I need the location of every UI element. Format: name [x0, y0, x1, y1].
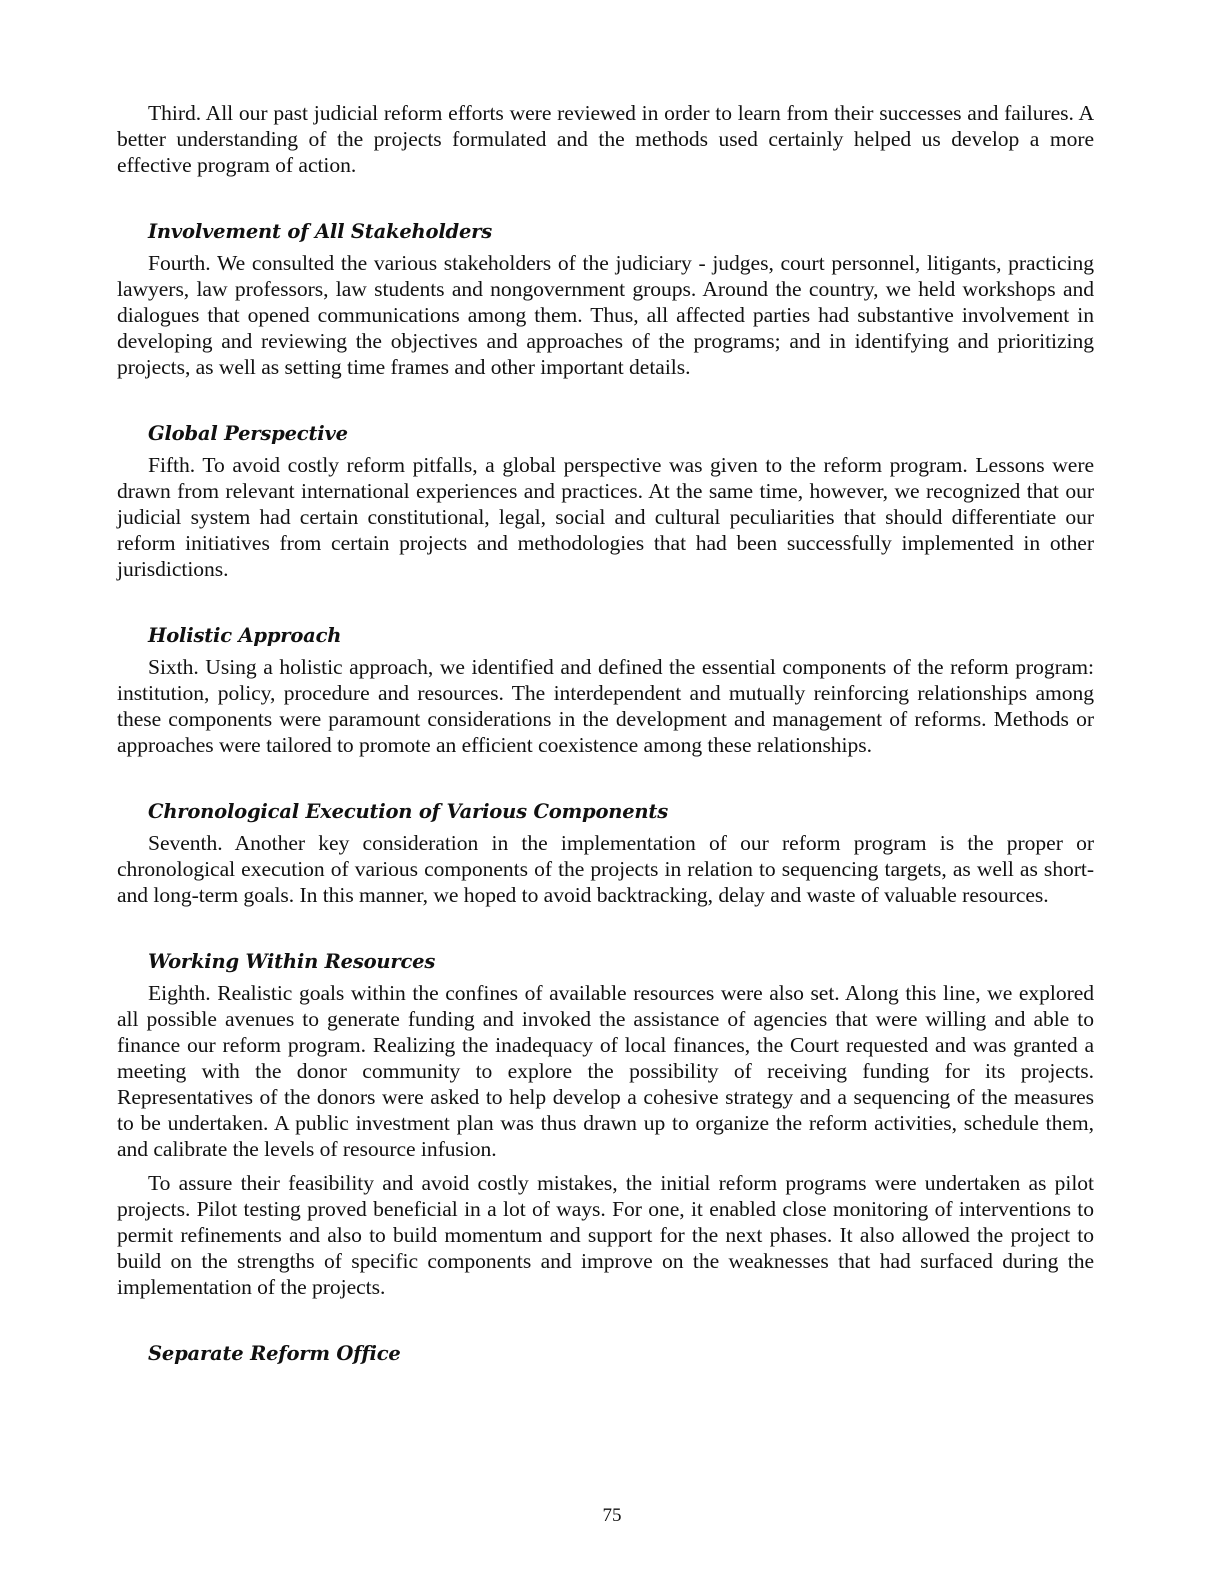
document-page [117, 100, 1094, 1372]
section-paragraph-holistic-approach: Sixth. Using a holistic approach, we identified and defined the essential components of the reform program: institution, policy, procedure and resources. The interdependent and mutually reinforcing relationships among these components were paramount considerations in the development and management of reforms. Methods or approaches were tailored to promote an efficient coexistence among these relationships. [117, 655, 1094, 757]
section-paragraph-working-within-resources-1: Eighth. Realistic goals within the confines of available resources were also set. Along this line, we explored all possible avenues to generate funding and invoked the assistance of agencies that were willing and able to finance our reform program. Realizing the inadequacy of local finances, the Court requested and was granted a meeting with the donor community to explore the possibility of receiving funding for its projects. Representatives of the donors were asked to help develop a cohesive strategy and a sequencing of the measures to be undertaken. A public investment plan was thus drawn up to organize the reform activities, schedule them, and calibrate the levels of resource infusion. [117, 981, 1094, 1161]
section-paragraph-working-within-resources-2: To assure their feasibility and avoid costly mistakes, the initial reform programs were undertaken as pilot projects. Pilot testing proved beneficial in a lot of ways. For one, it enabled close monitoring of interventions to permit refinements and also to build momentum and support for the next phases. It also allowed the project to build on the strengths of specific components and improve on the weaknesses that had surfaced during the implementation of the projects. [117, 1171, 1094, 1299]
section-heading-working-within-resources: Working Within Resources [148, 950, 436, 973]
section-heading-holistic-approach: Holistic Approach [148, 624, 342, 647]
section-heading-global-perspective: Global Perspective [148, 422, 348, 445]
section-paragraph-stakeholders: Fourth. We consulted the various stakeholders of the judiciary - judges, court personnel, litigants, practicing lawyers, law professors, law students and nongovernment groups. Around the country, we held workshops and dialogues that opened communications among them. Thus, all affected parties had substantive involvement in developing and reviewing the objectives and approaches of the programs; and in identifying and prioritizing projects, as well as setting time frames and other important details. [117, 251, 1094, 379]
section-paragraph-chronological-execution: Seventh. Another key consideration in the implementation of our reform program is the proper or chronological execution of various components of the projects in relation to sequencing targets, as well as short- and long-term goals. In this manner, we hoped to avoid backtracking, delay and waste of valuable resources. [117, 831, 1094, 907]
section-heading-stakeholders: Involvement of All Stakeholders [148, 220, 493, 243]
section-heading-separate-reform-office: Separate Reform Office [148, 1342, 401, 1365]
section-heading-chronological-execution: Chronological Execution of Various Components [148, 800, 668, 823]
intro-paragraph: Third. All our past judicial reform efforts were reviewed in order to learn from their successes and failures. A better understanding of the projects formulated and the methods used certainly helped us develop a more effective program of action. [117, 101, 1094, 177]
section-paragraph-global-perspective: Fifth. To avoid costly reform pitfalls, a global perspective was given to the reform program. Lessons were drawn from relevant international experiences and practices. At the same time, however, we recognized that our judicial system had certain constitutional, legal, social and cultural peculiarities that should differentiate our reform initiatives from certain projects and methodologies that had been successfully implemented in other jurisdictions. [117, 453, 1094, 581]
page-number: 75 [602, 1505, 622, 1526]
